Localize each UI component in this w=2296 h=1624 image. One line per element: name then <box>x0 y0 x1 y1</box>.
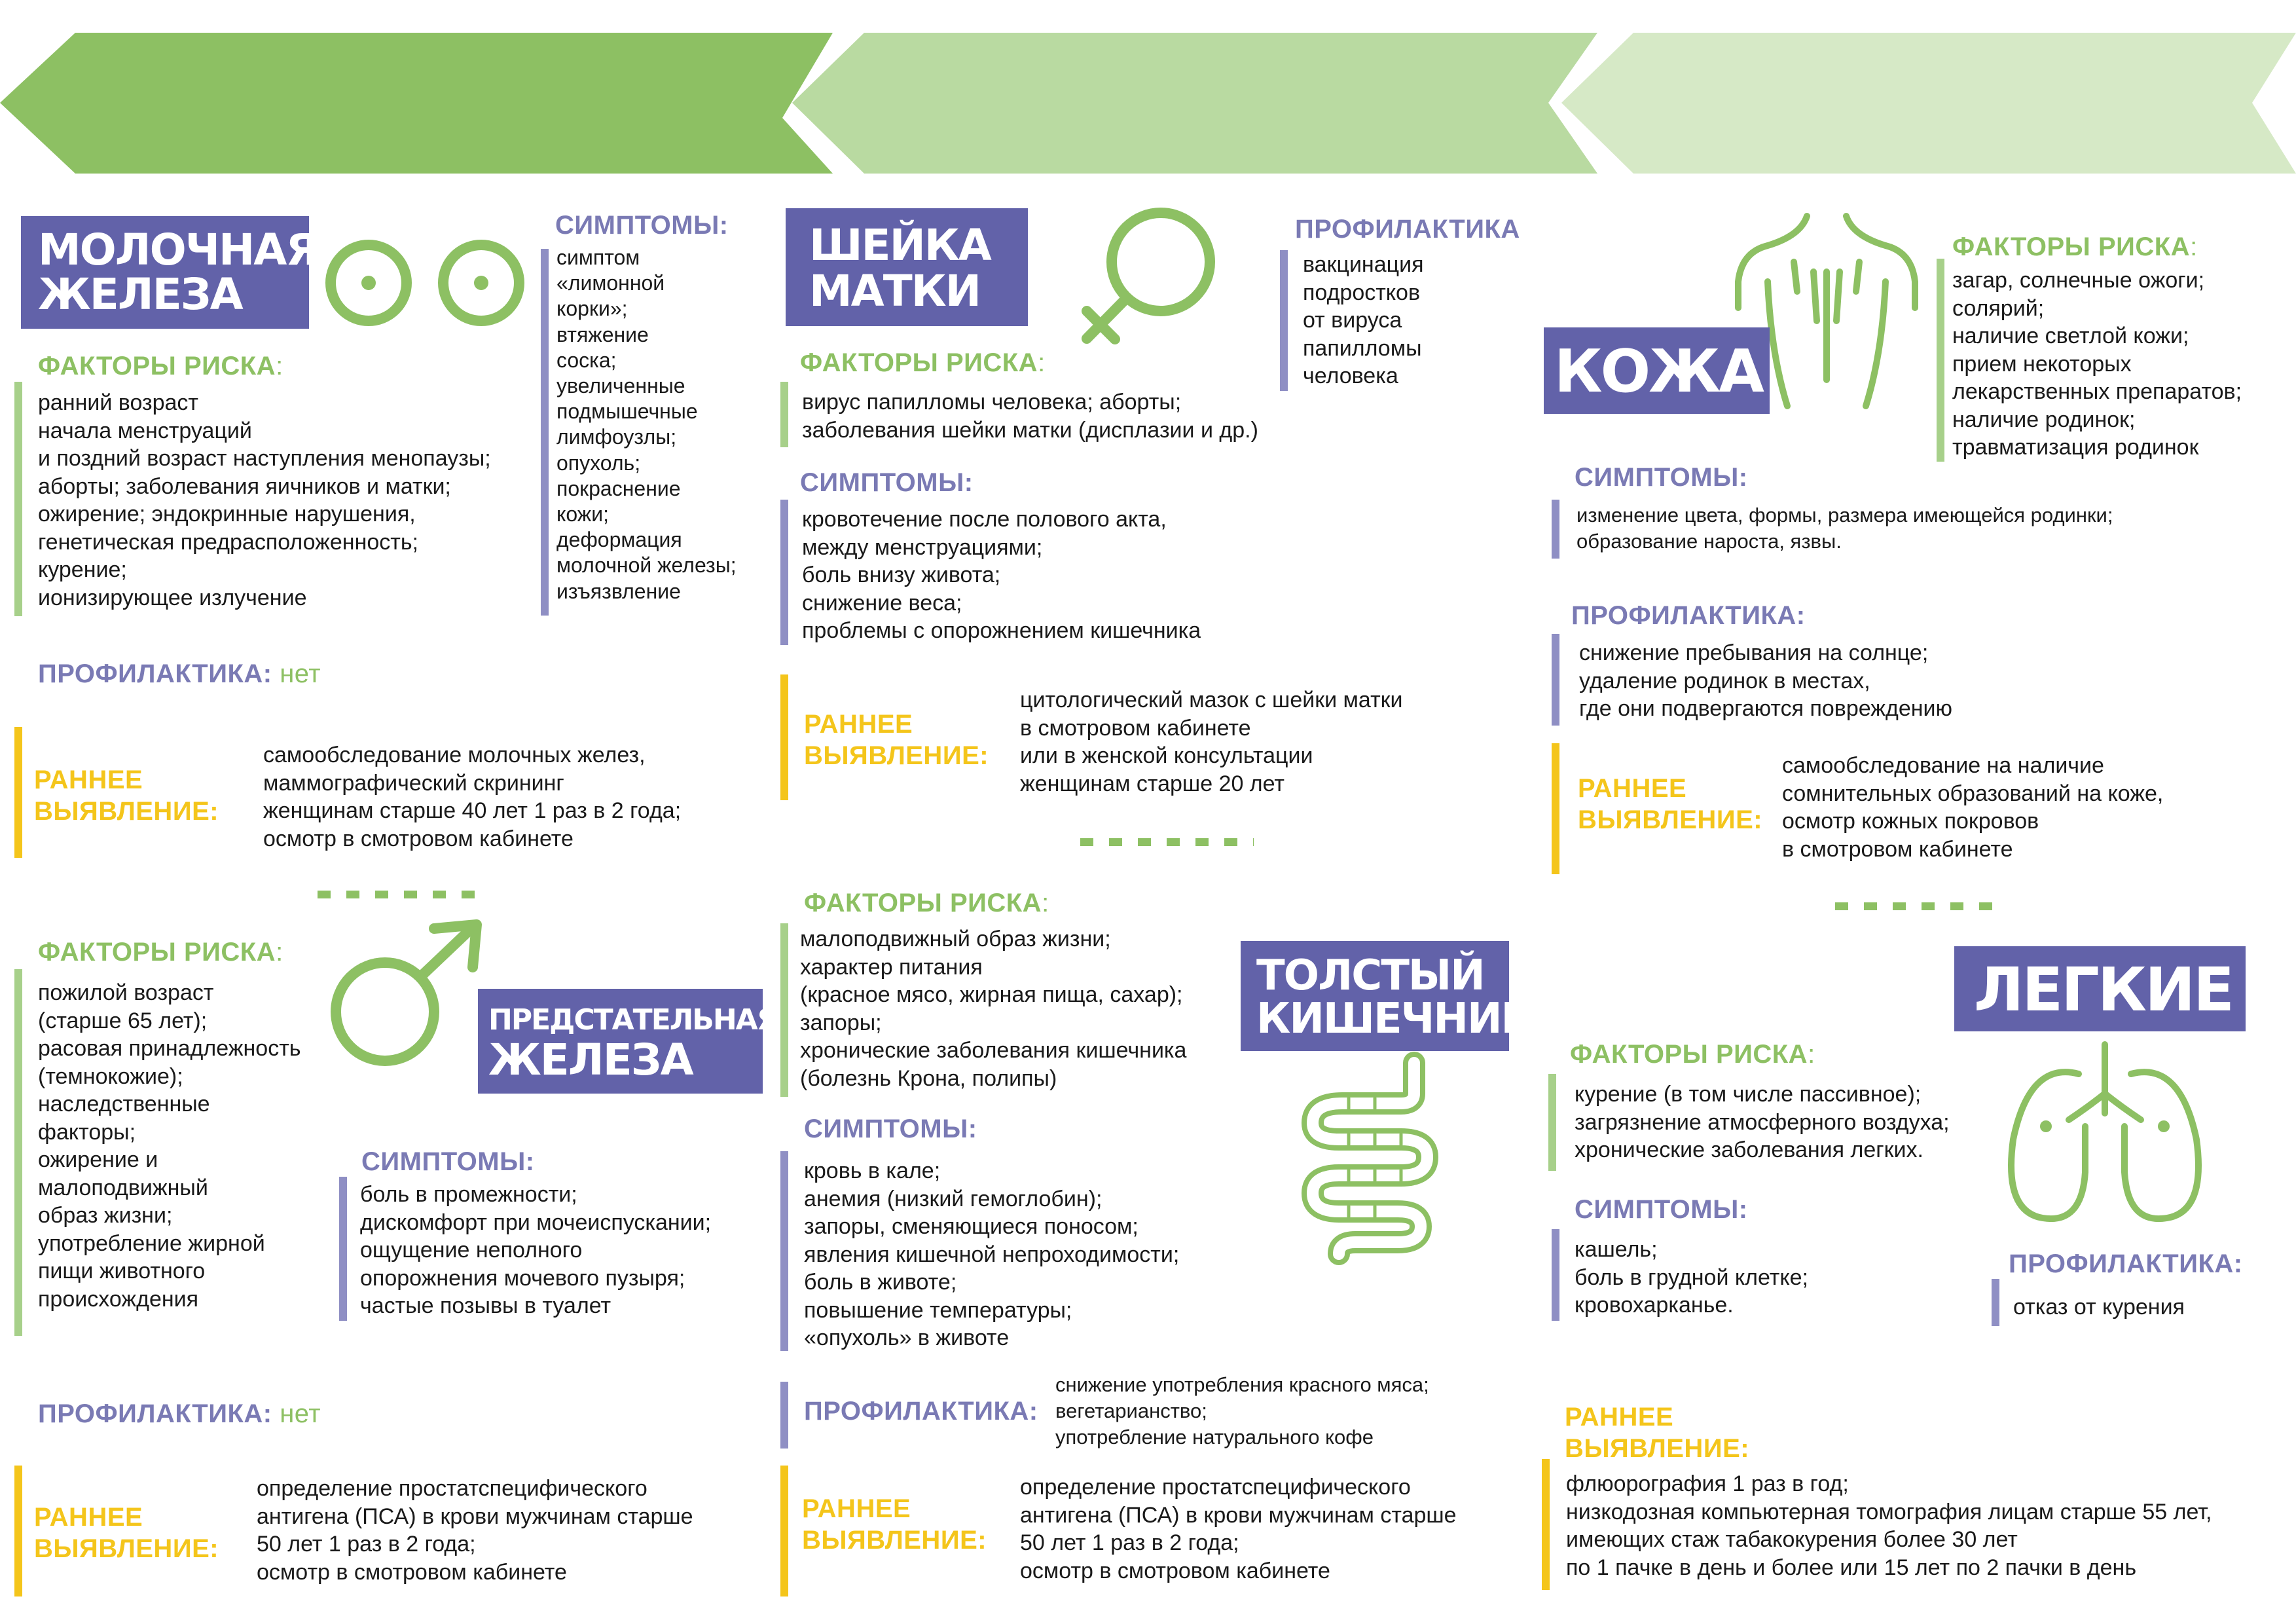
cervix-title: ШЕЙКА МАТКИ <box>786 208 1028 326</box>
skin-early-header: РАННЕЕ ВЫЯВЛЕНИЕ: <box>1578 774 1763 834</box>
skin-early-bar <box>1552 743 1559 874</box>
colon-early-list: определение простатспецифического антигена (ПСА) в крови мужчинам старше 50 лет 1 раз в 2 года; осмотр в смотровом кабинете <box>1020 1475 1457 1583</box>
lungs-prevention-header: ПРОФИЛАКТИКА: <box>2009 1249 2243 1278</box>
skin-symptoms-header: СИМПТОМЫ: <box>1575 463 1748 492</box>
colon-prevention-list: снижение употребления красного мяса; вегетарианство; употребление натурального кофе <box>1055 1373 1429 1449</box>
skin-title: КОЖА <box>1544 327 1770 414</box>
colon-title: ТОЛСТЫЙ КИШЕЧНИК <box>1241 941 1509 1051</box>
prostate-symptoms-bar <box>339 1177 347 1321</box>
lungs-factors-bar <box>1548 1074 1556 1171</box>
cervix-prevention-list: вакцинация подростков от вируса папилломы человека <box>1303 252 1424 388</box>
colon-early-bar <box>780 1466 788 1596</box>
lungs-early-bar <box>1542 1459 1550 1590</box>
prostate-symptoms-header: СИМПТОМЫ: <box>361 1147 535 1176</box>
separator-dots-3 <box>1835 902 2007 910</box>
lungs-prevention-list: отказ от курения <box>2013 1295 2185 1320</box>
prostate-factors-list: пожилой возраст (старше 65 лет); расовая принадлежность (темнокожие); наследственные факторы; ожирение и малоподвижный образ жизни; употребление жирной пищи животного происхождения <box>38 980 301 1312</box>
skin-prevention-header: ПРОФИЛАКТИКА: <box>1571 601 1806 630</box>
skin-prevention-bar <box>1552 634 1559 726</box>
cervix-early-list: цитологический мазок с шейки матки в смотровом кабинете или в женской консультации женщинам старше 20 лет <box>1020 688 1403 796</box>
lungs-symptoms-header: СИМПТОМЫ: <box>1575 1195 1748 1224</box>
cervix-symptoms-header: СИМПТОМЫ: <box>800 468 974 497</box>
breast-early-list: самообследование молочных желез, маммографический скрининг женщинам старше 40 лет 1 раз в 2 года; осмотр в смотровом кабинете <box>263 743 682 851</box>
skin-factors-header: ФАКТОРЫ РИСКА: <box>1952 232 2198 261</box>
breast-symptoms-header: СИМПТОМЫ: <box>555 211 729 240</box>
breast-symptoms-bar <box>541 249 549 616</box>
prostate-factors-bar <box>14 969 22 1336</box>
breast-icon <box>324 239 527 327</box>
cervix-factors-bar <box>780 382 788 447</box>
skin-factors-bar <box>1937 259 1944 462</box>
lungs-prevention-bar <box>1992 1279 1999 1326</box>
colon-early-header: РАННЕЕ ВЫЯВЛЕНИЕ: <box>802 1494 987 1555</box>
separator-dots-1 <box>318 891 488 898</box>
lungs-title: ЛЕГКИЕ <box>1954 946 2246 1031</box>
prostate-title: ПРЕДСТАТЕЛЬНАЯ ЖЕЛЕЗА <box>478 989 763 1094</box>
prostate-early-header: РАННЕЕ ВЫЯВЛЕНИЕ: <box>34 1503 219 1563</box>
breast-factors-list: ранний возраст начала менструаций и поздний возраст наступления менопаузы; аборты; заболевания яичников и матки; ожирение; эндокринные нарушения, генетическая предрасположенность; курение; ионизирующее излучение <box>38 390 491 610</box>
cervix-prevention-header: ПРОФИЛАКТИКА <box>1295 215 1520 244</box>
skin-symptoms-bar <box>1552 500 1559 559</box>
header-arrows <box>0 0 2296 183</box>
cervix-symptoms-bar <box>780 500 788 645</box>
skin-symptoms-list: изменение цвета, формы, размера имеющейся родинки; образование нароста, язвы. <box>1576 504 2113 553</box>
lungs-icon <box>2003 1041 2206 1231</box>
skin-early-list: самообследование на наличие сомнительных образований на коже, осмотр кожных покровов в смотровом кабинете <box>1782 753 2164 862</box>
lungs-factors-header: ФАКТОРЫ РИСКА: <box>1570 1040 1815 1069</box>
cervix-early-bar <box>780 674 788 800</box>
arrow-3 <box>1561 33 2296 174</box>
cervix-prevention-bar <box>1280 250 1288 391</box>
colon-factors-list: малоподвижный образ жизни; характер питания (красное мясо, жирная пища, сахар); запоры; хронические заболевания кишечника (болезнь Крона, полипы) <box>800 927 1187 1091</box>
lungs-symptoms-list: кашель; боль в грудной клетке; кровохарканье. <box>1575 1237 1808 1318</box>
lungs-symptoms-bar <box>1552 1229 1559 1321</box>
cervix-factors-header: ФАКТОРЫ РИСКА: <box>800 348 1046 377</box>
male-symbol-icon <box>326 927 490 1071</box>
breast-prevention: ПРОФИЛАКТИКА: нет <box>38 659 321 688</box>
prostate-prevention: ПРОФИЛАКТИКА: нет <box>38 1399 321 1428</box>
breast-factors-bar <box>14 382 22 616</box>
colon-factors-bar <box>780 923 788 1097</box>
prostate-early-list: определение простатспецифического антигена (ПСА) в крови мужчинам старше 50 лет 1 раз в 2 года; осмотр в смотровом кабинете <box>257 1476 693 1585</box>
lungs-early-list: флюорография 1 раз в год; низкодозная компьютерная томография лицам старше 55 лет, имеющих стаж табакокурения более 30 лет по 1 пачке в день и более или 15 лет по 2 пачки в день <box>1566 1471 2212 1580</box>
breast-early-header: РАННЕЕ ВЫЯВЛЕНИЕ: <box>34 766 219 826</box>
colon-symptoms-bar <box>780 1151 788 1351</box>
lungs-early-header: РАННЕЕ ВЫЯВЛЕНИЕ: <box>1565 1403 1750 1463</box>
colon-factors-header: ФАКТОРЫ РИСКА: <box>804 889 1049 917</box>
colon-symptoms-list: кровь в кале; анемия (низкий гемоглобин); запоры, сменяющиеся поносом; явления кишечной непроходимости; боль в животе; повышение температуры; «опухоль» в животе <box>804 1158 1180 1350</box>
breast-early-bar <box>14 727 22 858</box>
cervix-symptoms-list: кровотечение после полового акта, между менструациями; боль внизу живота; снижение веса; проблемы с опорожнением кишечника <box>802 507 1201 643</box>
prostate-symptoms-list: боль в промежности; дискомфорт при мочеиспускании; ощущение неполного опорожнения мочевого пузыря; частые позывы в туалет <box>360 1182 712 1318</box>
cervix-early-header: РАННЕЕ ВЫЯВЛЕНИЕ: <box>804 710 989 770</box>
separator-dots-2 <box>1080 838 1254 846</box>
cervix-factors-list: вирус папилломы человека; аборты; заболевания шейки матки (дисплазии и др.) <box>802 390 1258 443</box>
colon-prevention-header: ПРОФИЛАКТИКА: <box>804 1397 1038 1426</box>
colon-symptoms-header: СИМПТОМЫ: <box>804 1115 977 1143</box>
female-symbol-icon <box>1077 200 1241 370</box>
breast-factors-header: ФАКТОРЫ РИСКА: <box>38 352 283 380</box>
arrow-2 <box>792 33 1597 174</box>
colon-prevention-bar <box>780 1382 788 1449</box>
prostate-factors-header: ФАКТОРЫ РИСКА: <box>38 938 283 967</box>
skin-factors-list: загар, солнечные ожоги; солярий; наличие светлой кожи; прием некоторых лекарственных препаратов; наличие родинок; травматизация родинок <box>1952 268 2242 460</box>
breast-title: МОЛОЧНАЯ ЖЕЛЕЗА <box>21 216 309 329</box>
lungs-factors-list: курение (в том числе пассивное); загрязнение атмосферного воздуха; хронические заболевания легких. <box>1575 1082 1950 1162</box>
prostate-early-bar <box>14 1466 22 1596</box>
arrow-1 <box>0 33 833 174</box>
intestine-icon <box>1303 1058 1440 1261</box>
skin-prevention-list: снижение пребывания на солнце; удаление родинок в местах, где они подвергаются повреждению <box>1579 640 1953 721</box>
breast-symptoms-list: симптом «лимонной корки»; втяжение соска; увеличенные подмышечные лимфоузлы; опухоль; покраснение кожи; деформация молочной железы; изъязвление <box>556 246 737 603</box>
